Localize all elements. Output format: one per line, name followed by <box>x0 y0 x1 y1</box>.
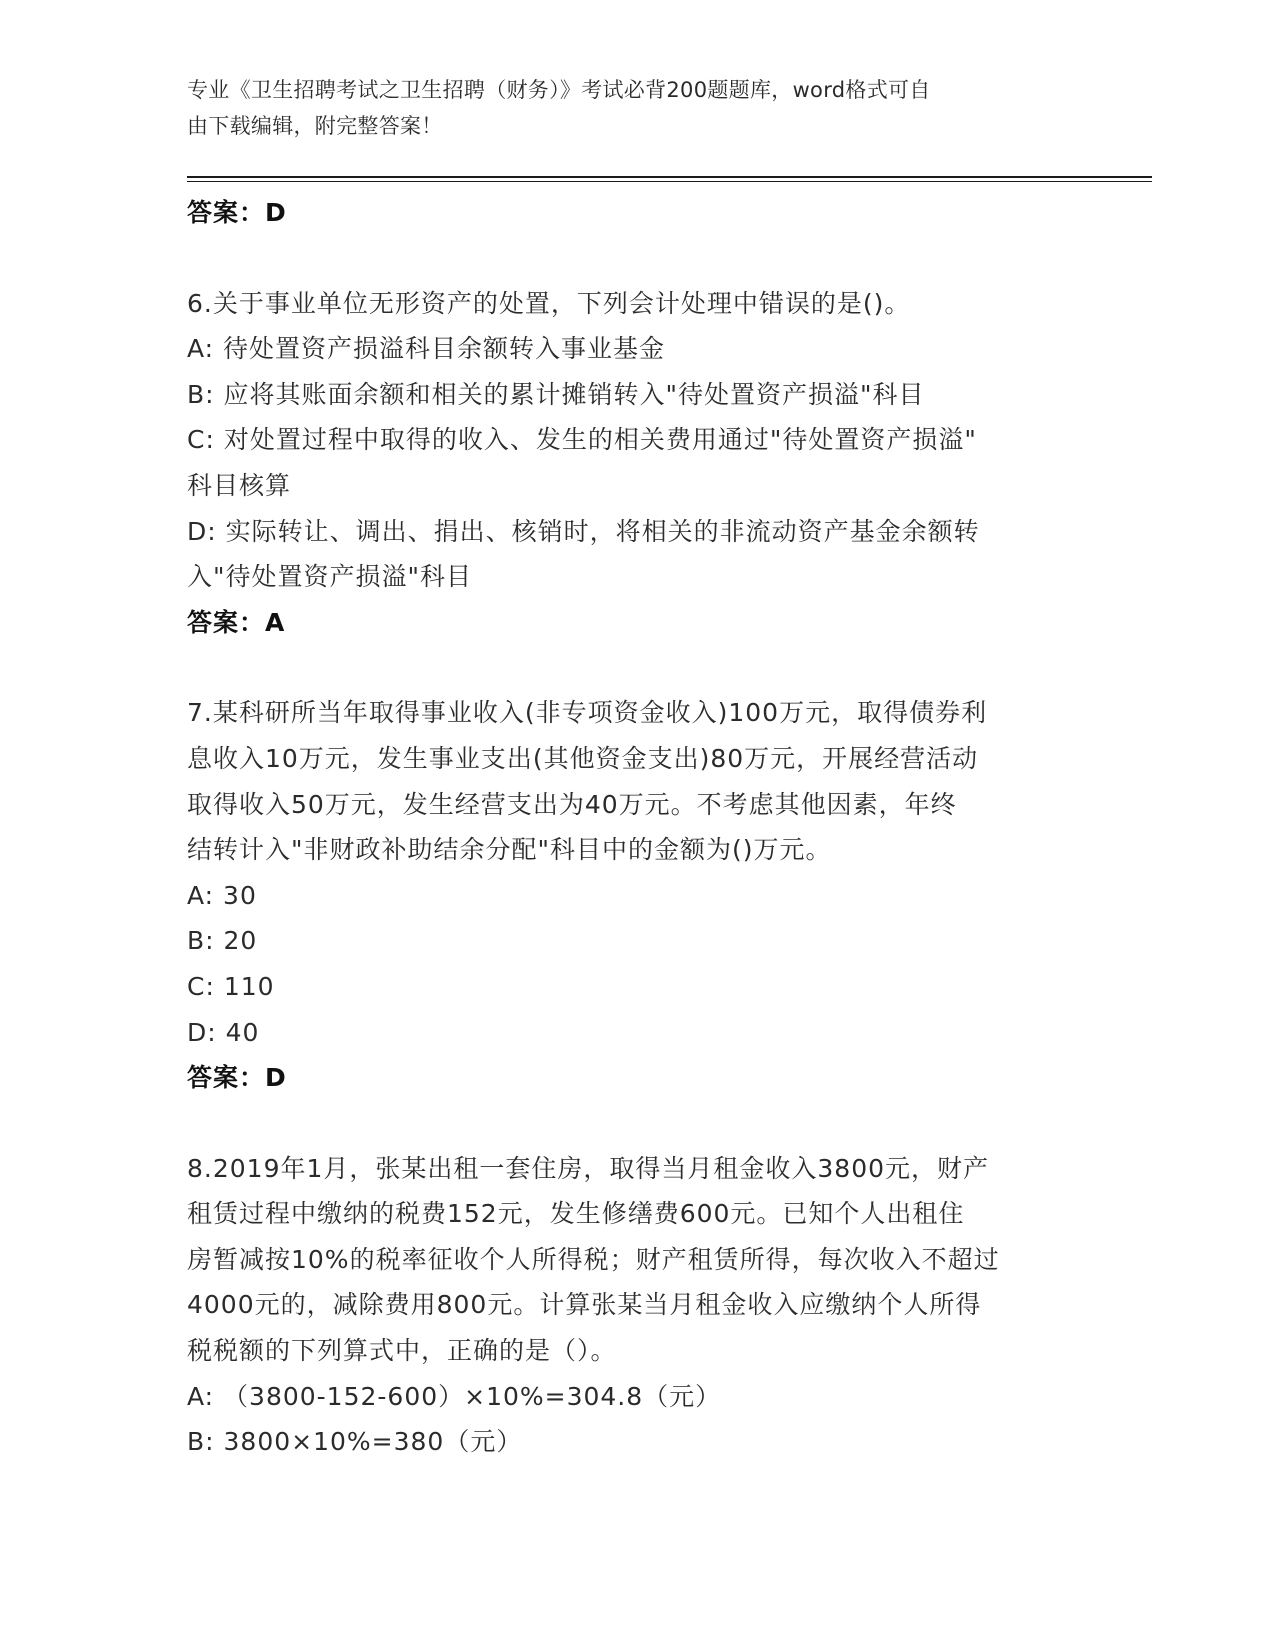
question-6 <box>187 281 1077 646</box>
question-stem-line-1: 7.某科研所当年取得事业收入(非专项资金收入)100万元，取得债券利 <box>187 698 988 728</box>
option-b: B: 3800×10%=380（元） <box>187 1427 523 1457</box>
question-stem-line-5: 税税额的下列算式中，正确的是（）。 <box>187 1336 617 1366</box>
header-rule-thin <box>187 181 1152 182</box>
previous-answer: 答案：D <box>187 198 287 227</box>
option-b: B: 应将其账面余额和相关的累计摊销转入"待处置资产损溢"科目 <box>187 379 925 409</box>
spacer <box>187 236 1077 281</box>
question-stem-line-1: 8.2019年1月，张某出租一套住房，取得当月租金收入3800元，财产 <box>187 1153 990 1183</box>
question-content <box>187 190 1077 1465</box>
option-b: B: 20 <box>187 926 258 956</box>
header-line-2: 由下载编辑，附完整答案！ <box>187 114 443 138</box>
option-d-continued: 入"待处置资产损溢"科目 <box>187 562 472 592</box>
spacer <box>187 645 1077 690</box>
option-a: A: 30 <box>187 880 257 910</box>
option-a: A: 待处置资产损溢科目余额转入事业基金 <box>187 334 666 364</box>
option-d: D: 实际转让、调出、捐出、核销时，将相关的非流动资产基金余额转 <box>187 516 980 546</box>
option-c-continued: 科目核算 <box>187 470 292 500</box>
question-stem-line-3: 房暂减按10%的税率征收个人所得税；财产租赁所得，每次收入不超过 <box>187 1244 1000 1274</box>
header-line-1: 专业《卫生招聘考试之卫生招聘（财务）》考试必背200题题库，word格式可自 <box>187 78 931 102</box>
question-stem-line-4: 4000元的，减除费用800元。计算张某当月租金收入应缴纳个人所得 <box>187 1290 982 1320</box>
option-a: A: （3800-152-600）×10%=304.8（元） <box>187 1381 722 1411</box>
question-8 <box>187 1146 1077 1465</box>
question-stem-line-2: 租赁过程中缴纳的税费152元，发生修缮费600元。已知个人出租住 <box>187 1199 965 1229</box>
answer: 答案：A <box>187 607 286 637</box>
question-stem-line-3: 取得收入50万元，发生经营支出为40万元。不考虑其他因素，年终 <box>187 789 957 819</box>
page-header <box>187 72 1067 144</box>
option-c: C: 对处置过程中取得的收入、发生的相关费用通过"待处置资产损溢" <box>187 425 977 455</box>
question-7 <box>187 690 1077 1100</box>
option-d: D: 40 <box>187 1017 260 1047</box>
question-stem: 6.关于事业单位无形资产的处置，下列会计处理中错误的是()。 <box>187 288 911 318</box>
header-rule-thick <box>187 176 1152 178</box>
option-c: C: 110 <box>187 971 275 1001</box>
answer: 答案：D <box>187 1063 287 1093</box>
spacer <box>187 1101 1077 1146</box>
question-stem-line-4: 结转计入"非财政补助结余分配"科目中的金额为()万元。 <box>187 835 832 865</box>
question-stem-line-2: 息收入10万元，发生事业支出(其他资金支出)80万元，开展经营活动 <box>187 743 979 773</box>
